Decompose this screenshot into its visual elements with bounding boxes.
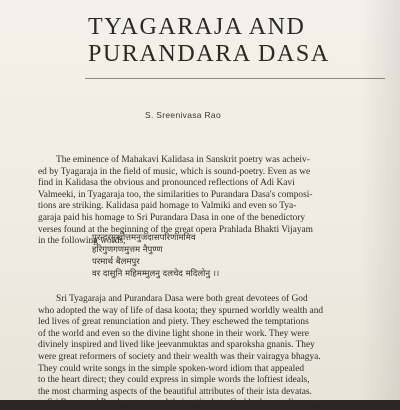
sanskrit-verse [92, 232, 372, 280]
text-line: led lives of great renunciation and piety. They eschewed the temptations [38, 317, 309, 328]
page-title [88, 14, 388, 68]
text-line: They could write songs in the simple spoken-word idiom that appealed [38, 363, 305, 374]
author-name: S. Sreenivasa Rao [145, 110, 221, 120]
verse-line: हरिगुणगणमुत्तम नैपुण्ण [92, 245, 163, 255]
text-line: to the heart direct; they could express in simple words the loftiest ideals, [38, 375, 310, 386]
verse-line: वर दासुनि महिमम्मुलनु दलचेद मदिलोनु ।। [92, 269, 220, 279]
text-line: Valmeeki, in Tyagaraja too, the similarities to Purandara Dasa's composi- [38, 189, 313, 200]
text-line: the most charming aspects of the beautiful attributes of their ista devatas. [38, 386, 312, 397]
text-line: —Sri Rama and Panduranga—and their attitude to God had a peculiar spon- [38, 398, 325, 409]
title-line-2: PURANDARA DASA [88, 41, 330, 67]
text-line: divinely inspired and lived like jeevanmuktas and sparoksha gnanis. They [38, 340, 315, 351]
text-line: verses found at the beginning of the great opera Prahlada Bhakti Vijayam [38, 224, 313, 235]
paragraph-2 [38, 294, 390, 410]
text-line: The eminence of Mahakavi Kalidasa in Sanskrit poetry was acheiv- [56, 155, 310, 165]
text-line: were great reformers of society and their wealth was their vairagya bhagya. [38, 351, 321, 362]
text-line: of the world and even so the divine light shone in their work. They were [38, 328, 309, 339]
text-line: in the following words, [38, 236, 126, 247]
verse-line: परमार्थ बैलमपुर [92, 257, 140, 267]
title-line-1: TYAGARAJA AND [88, 14, 306, 40]
title-divider [85, 78, 385, 79]
text-line: Sri Tyagaraja and Purandara Dasa were both great devotees of God [56, 294, 308, 304]
verse-line: पुरन्दरमुखोत्तमनुजदासपरिणाममिव [92, 233, 196, 243]
text-line: garaja paid his homage to Sri Purandara Dasa in one of the benedictory [38, 212, 306, 223]
text-line: tions are striking. Kalidasa paid homage to Valmiki and even so Tya- [38, 201, 297, 212]
text-line: who adopted the way of life of dasa koota; they spurned worldly wealth and [38, 305, 324, 316]
text-line: find in Kalidasa the obvious and pronounced reflections of Adi Kavi [38, 178, 295, 189]
text-line: ed by Tyagaraja in the field of music, which is sound-poetry. Even as we [38, 166, 311, 177]
